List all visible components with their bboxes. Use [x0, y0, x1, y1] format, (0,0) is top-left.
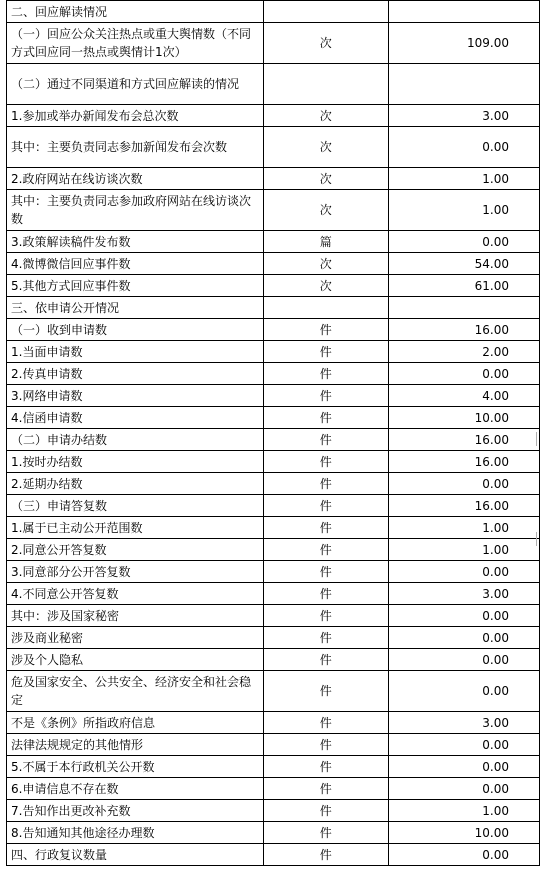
item-cell: 1.属于已主动公开范围数 — [7, 517, 264, 539]
value-cell: 2.00 — [388, 341, 539, 363]
value-cell: 0.00 — [388, 756, 539, 778]
unit-cell: 件 — [263, 407, 388, 429]
value-cell: 0.00 — [388, 671, 539, 712]
item-cell: 3.网络申请数 — [7, 385, 264, 407]
unit-cell: 件 — [263, 473, 388, 495]
value-cell: 0.00 — [388, 605, 539, 627]
item-cell: 四、行政复议数量 — [7, 844, 264, 866]
table-row — [7, 583, 540, 605]
table-row — [7, 495, 540, 517]
table-row — [7, 756, 540, 778]
unit-cell: 次 — [263, 190, 388, 231]
value-cell: 0.00 — [388, 127, 539, 168]
unit-cell: 件 — [263, 778, 388, 800]
table-row — [7, 561, 540, 583]
value-cell: 3.00 — [388, 583, 539, 605]
unit-cell: 件 — [263, 844, 388, 866]
table-row — [7, 127, 540, 168]
item-cell: 危及国家安全、公共安全、经济安全和社会稳定 — [7, 671, 264, 712]
value-cell: 0.00 — [388, 473, 539, 495]
unit-cell: 件 — [263, 756, 388, 778]
table-row — [7, 341, 540, 363]
table-row — [7, 64, 540, 105]
item-cell: 涉及商业秘密 — [7, 627, 264, 649]
item-cell: 1.按时办结数 — [7, 451, 264, 473]
unit-cell — [263, 64, 388, 105]
unit-cell: 件 — [263, 671, 388, 712]
item-cell: 不是《条例》所指政府信息 — [7, 712, 264, 734]
table-row — [7, 275, 540, 297]
unit-cell: 次 — [263, 168, 388, 190]
table-row — [7, 844, 540, 866]
item-cell: 涉及个人隐私 — [7, 649, 264, 671]
table-row — [7, 800, 540, 822]
value-cell: 16.00 — [388, 495, 539, 517]
unit-cell: 件 — [263, 495, 388, 517]
item-cell: （二）通过不同渠道和方式回应解读的情况 — [7, 64, 264, 105]
item-cell: 8.告知通知其他途径办理数 — [7, 822, 264, 844]
unit-cell: 件 — [263, 605, 388, 627]
table-row — [7, 231, 540, 253]
value-cell: 0.00 — [388, 627, 539, 649]
value-cell: 0.00 — [388, 844, 539, 866]
unit-cell: 件 — [263, 385, 388, 407]
value-cell: 3.00 — [388, 712, 539, 734]
item-cell: 法律法规规定的其他情形 — [7, 734, 264, 756]
table-row — [7, 1, 540, 23]
item-cell: 4.信函申请数 — [7, 407, 264, 429]
unit-cell: 件 — [263, 341, 388, 363]
value-cell: 0.00 — [388, 778, 539, 800]
table-row — [7, 822, 540, 844]
table-row — [7, 778, 540, 800]
value-cell — [388, 64, 539, 105]
table-row — [7, 734, 540, 756]
unit-cell: 件 — [263, 734, 388, 756]
unit-cell: 件 — [263, 539, 388, 561]
unit-cell: 次 — [263, 23, 388, 64]
item-cell: 其中：主要负责同志参加新闻发布会次数 — [7, 127, 264, 168]
item-cell: （一）回应公众关注热点或重大舆情数（不同方式回应同一热点或舆情计1次） — [7, 23, 264, 64]
table-row — [7, 253, 540, 275]
table-row — [7, 473, 540, 495]
value-cell: 16.00 — [388, 319, 539, 341]
table-row — [7, 605, 540, 627]
edge-mark — [536, 532, 537, 546]
item-cell: 2.传真申请数 — [7, 363, 264, 385]
item-cell: 4.不同意公开答复数 — [7, 583, 264, 605]
unit-cell: 件 — [263, 712, 388, 734]
unit-cell: 次 — [263, 275, 388, 297]
value-cell: 3.00 — [388, 105, 539, 127]
disclosure-stats-table — [6, 0, 540, 866]
value-cell: 10.00 — [388, 407, 539, 429]
value-cell: 0.00 — [388, 734, 539, 756]
value-cell: 10.00 — [388, 822, 539, 844]
value-cell: 1.00 — [388, 190, 539, 231]
table-row — [7, 385, 540, 407]
unit-cell: 件 — [263, 561, 388, 583]
unit-cell: 件 — [263, 363, 388, 385]
value-cell: 61.00 — [388, 275, 539, 297]
item-cell: 5.其他方式回应事件数 — [7, 275, 264, 297]
unit-cell: 次 — [263, 253, 388, 275]
table-row — [7, 105, 540, 127]
item-cell: 其中：涉及国家秘密 — [7, 605, 264, 627]
unit-cell: 篇 — [263, 231, 388, 253]
item-cell: 6.申请信息不存在数 — [7, 778, 264, 800]
value-cell — [388, 1, 539, 23]
value-cell: 0.00 — [388, 561, 539, 583]
value-cell: 1.00 — [388, 517, 539, 539]
table-row — [7, 671, 540, 712]
item-cell: 2.延期办结数 — [7, 473, 264, 495]
unit-cell: 件 — [263, 319, 388, 341]
unit-cell: 次 — [263, 127, 388, 168]
value-cell: 0.00 — [388, 649, 539, 671]
unit-cell: 件 — [263, 429, 388, 451]
unit-cell: 次 — [263, 105, 388, 127]
unit-cell: 件 — [263, 627, 388, 649]
item-cell: 其中：主要负责同志参加政府网站在线访谈次数 — [7, 190, 264, 231]
unit-cell: 件 — [263, 517, 388, 539]
item-cell: 三、依申请公开情况 — [7, 297, 264, 319]
table-row — [7, 363, 540, 385]
table-row — [7, 429, 540, 451]
unit-cell — [263, 1, 388, 23]
table-row — [7, 451, 540, 473]
value-cell — [388, 297, 539, 319]
unit-cell: 件 — [263, 649, 388, 671]
value-cell: 0.00 — [388, 363, 539, 385]
value-cell: 4.00 — [388, 385, 539, 407]
item-cell: 4.微博微信回应事件数 — [7, 253, 264, 275]
table-row — [7, 190, 540, 231]
item-cell: （三）申请答复数 — [7, 495, 264, 517]
table-row — [7, 297, 540, 319]
table-row — [7, 517, 540, 539]
item-cell: 二、回应解读情况 — [7, 1, 264, 23]
item-cell: 1.参加或举办新闻发布会总次数 — [7, 105, 264, 127]
table-row — [7, 712, 540, 734]
item-cell: 3.同意部分公开答复数 — [7, 561, 264, 583]
item-cell: 2.同意公开答复数 — [7, 539, 264, 561]
item-cell: （一）收到申请数 — [7, 319, 264, 341]
table-body — [7, 1, 540, 866]
unit-cell: 件 — [263, 583, 388, 605]
table-row — [7, 319, 540, 341]
item-cell: （二）申请办结数 — [7, 429, 264, 451]
value-cell: 109.00 — [388, 23, 539, 64]
value-cell: 0.00 — [388, 231, 539, 253]
edge-mark — [536, 432, 537, 446]
value-cell: 1.00 — [388, 168, 539, 190]
table-row — [7, 407, 540, 429]
table-row — [7, 168, 540, 190]
unit-cell: 件 — [263, 451, 388, 473]
unit-cell: 件 — [263, 822, 388, 844]
table-row — [7, 649, 540, 671]
item-cell: 2.政府网站在线访谈次数 — [7, 168, 264, 190]
unit-cell — [263, 297, 388, 319]
item-cell: 3.政策解读稿件发布数 — [7, 231, 264, 253]
value-cell: 16.00 — [388, 451, 539, 473]
item-cell: 5.不属于本行政机关公开数 — [7, 756, 264, 778]
table-row — [7, 23, 540, 64]
value-cell: 1.00 — [388, 800, 539, 822]
item-cell: 1.当面申请数 — [7, 341, 264, 363]
unit-cell: 件 — [263, 800, 388, 822]
table-row — [7, 539, 540, 561]
value-cell: 16.00 — [388, 429, 539, 451]
value-cell: 1.00 — [388, 539, 539, 561]
item-cell: 7.告知作出更改补充数 — [7, 800, 264, 822]
table-row — [7, 627, 540, 649]
value-cell: 54.00 — [388, 253, 539, 275]
